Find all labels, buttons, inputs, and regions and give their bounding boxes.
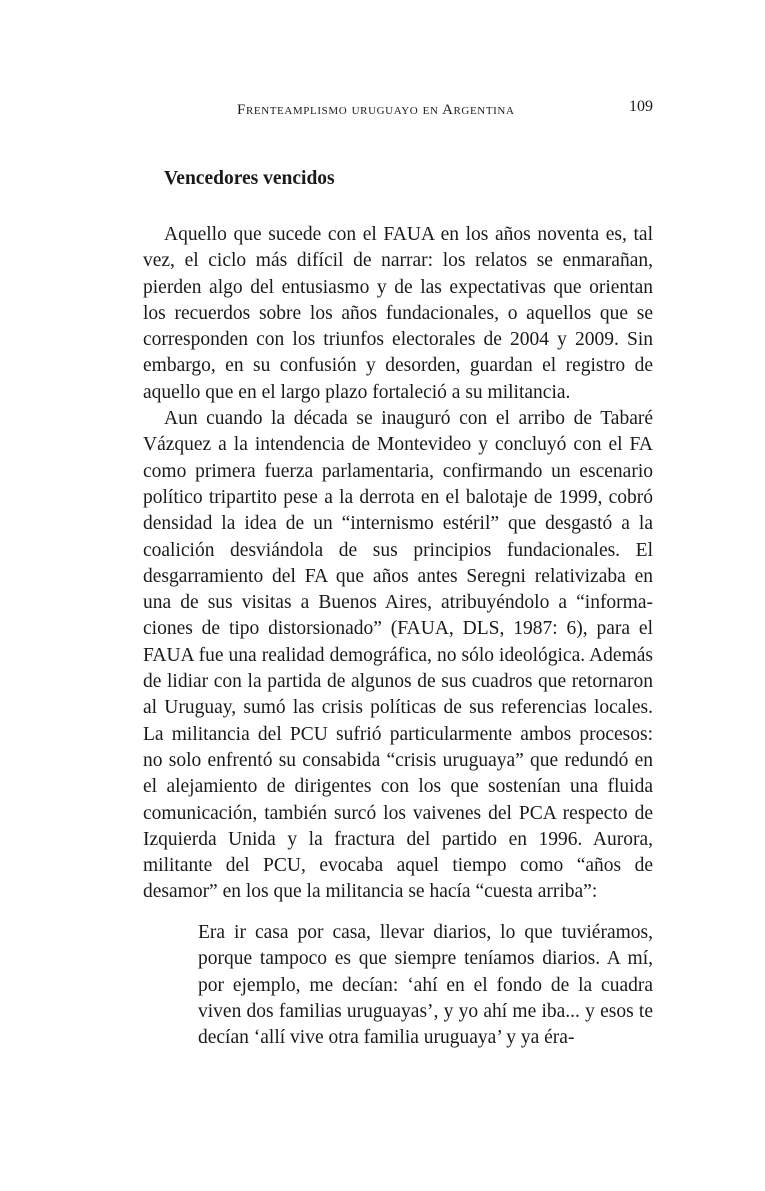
paragraph: Aun cuando la década se inauguró con el arribo de Tabaré Vázquez a la intendencia de Montevideo y concluyó con el FA como primera fuerza parlamentaria, confirmando un escenario político tripartito pese a la derrota en el balotaje de 1999, cobró densidad la idea de un “internismo estéril” que desgastó a la coalición desviándola de sus principios fundacionales. El desgarramiento del FA que años antes Seregni relativizaba en una de sus visitas a Buenos Aires, atribuyéndolo a “informaciones de tipo distorsionado” (FAUA, DLS, 1987: 6), para el FAUA fue una realidad demográfica, no sólo ideológica. Además de lidiar con la partida de algunos de sus cuadros que retornaron al Uruguay, sumó las crisis políticas de sus referencias locales. La militancia del PCU sufrió particularmente ambos procesos: no solo enfrentó su consabida “crisis uruguaya” que redundó en el alejamiento de dirigentes con los que sostenían una fluida comunicación, también surcó los vaivenes del PCA respecto de Izquierda Unida y la fractura del partido en 1996. Aurora, militante del PCU, evocaba aquel tiempo como “años de desamor” en los que la militancia se hacía “cuesta arriba”: (143, 408, 653, 903)
paragraph: Aquello que sucede con el FAUA en los años noventa es, tal vez, el ciclo más difícil de narrar: los relatos se enmarañan, pierden algo del entusiasmo y de las expectativas que orientan los recuerdos sobre los años fundacionales, o aquellos que se corresponden con los triunfos electorales de 2004 y 2009. Sin embargo, en su confusión y desorden, guardan el registro de aquello que en el largo plazo fortaleció a su militancia. (143, 224, 653, 403)
block-quote: Era ir casa por casa, llevar diarios, lo que tuviéramos, porque tampoco es que siempre teníamos diarios. A mí, por ejemplo, me decían: ‘ahí en el fondo de la cuadra viven dos familias uruguayas’, y yo ahí me iba... y esos te decían ‘allí vive otra familia uruguaya’ y ya éra- (198, 922, 653, 1049)
body-text (143, 222, 653, 906)
running-title: Frenteamplismo uruguayo en Argentina (237, 102, 515, 118)
page-number: 109 (629, 98, 653, 115)
running-header (143, 96, 653, 124)
section-title: Vencedores vencidos (164, 168, 335, 189)
